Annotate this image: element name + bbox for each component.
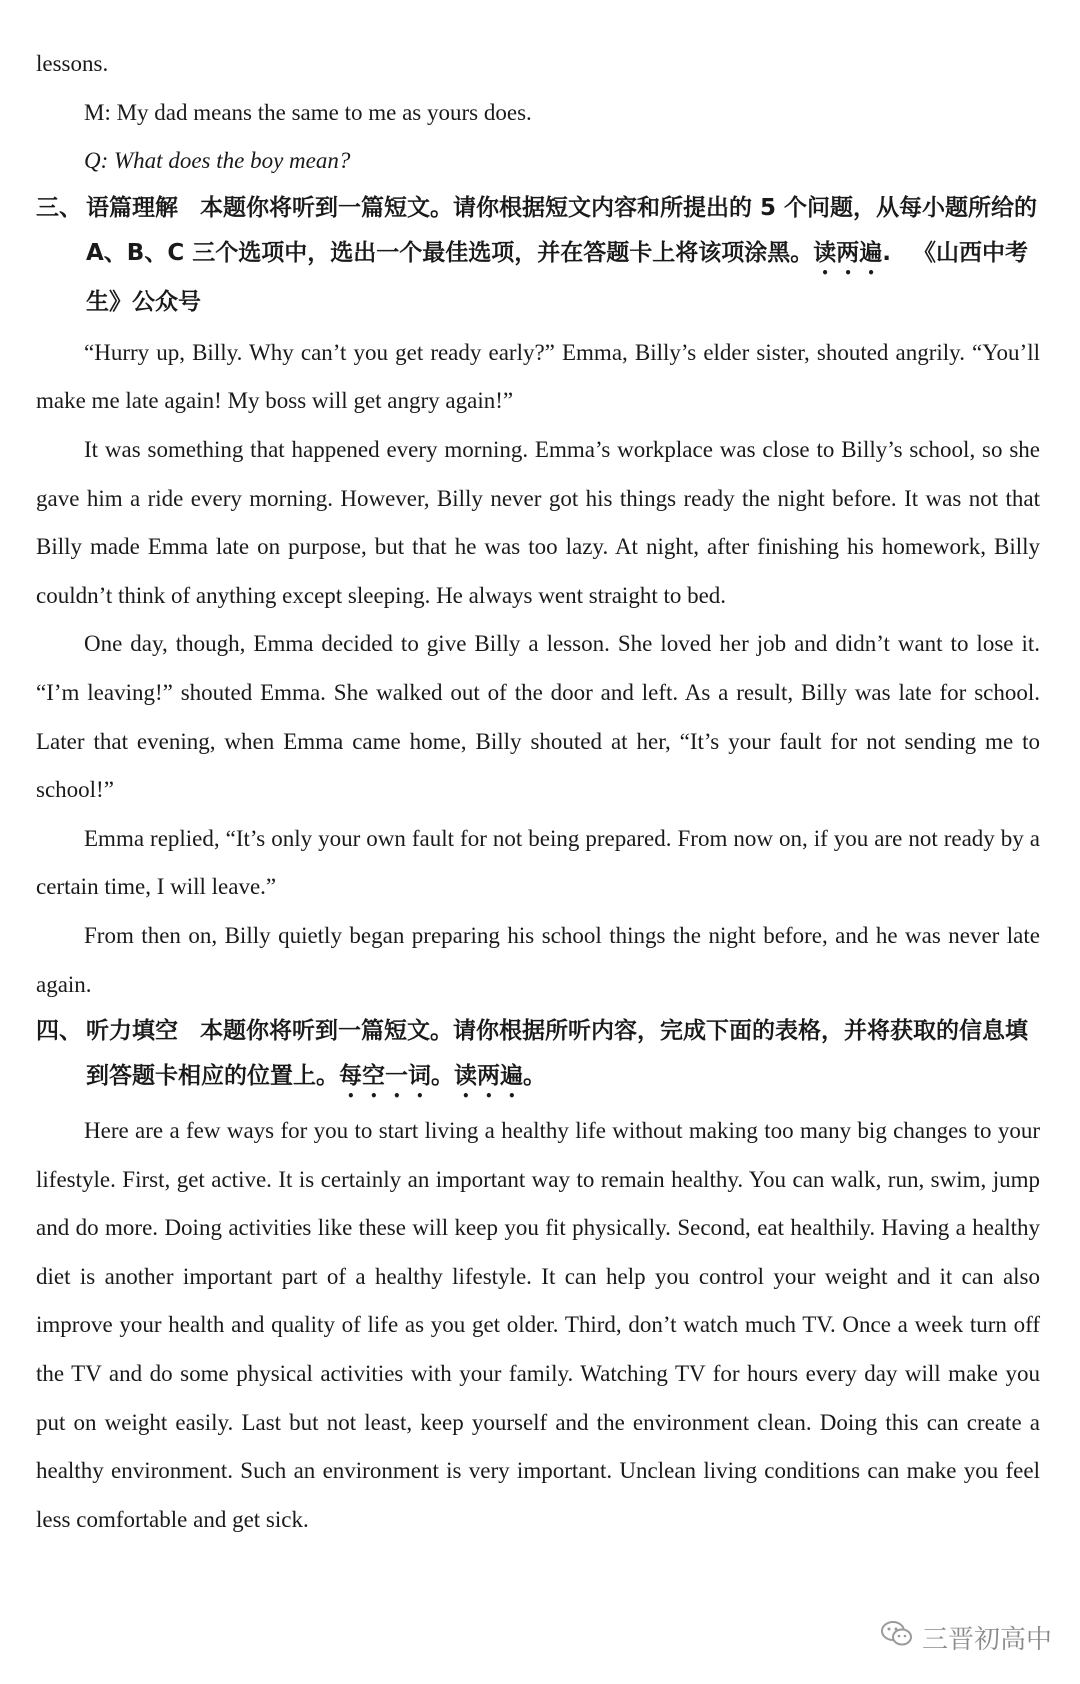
punctuation: 。 xyxy=(431,1063,454,1090)
punctuation: 。 xyxy=(523,1063,546,1090)
dialogue-line: M: My dad means the same to me as yours does. xyxy=(84,99,532,125)
text-line: lessons. xyxy=(36,51,109,76)
source-label: 《山西中考生》公众号 xyxy=(86,239,1028,315)
story-paragraph-1: “Hurry up, Billy. Why can’t you get ready early?” Emma, Billy’s elder sister, shouted angrily. “You’ll make me late again! My boss will get angry again!” xyxy=(36,339,1040,414)
section-title: 语篇理解 xyxy=(86,194,178,221)
story-paragraph-3: One day, though, Emma decided to give Billy a lesson. She loved her job and didn’t want to lose it. “I’m leaving!” shouted Emma. She walked out of the door and left. As a result, Billy was late for school. Later that evening, when Emma came home, Billy shouted at her, “It’s your fault for not sending me to school!” xyxy=(36,631,1040,803)
emphasis-text: 每空一词 xyxy=(339,1063,431,1090)
emphasis-text: 读两遍 xyxy=(813,239,883,266)
section-instructions: 本题你将听到一篇短文。请你根据所听内容，完成下面的表格，并将获取的信息填到答题卡相应的位置上。 xyxy=(86,1018,1028,1090)
question-line: Q: What does the boy mean? xyxy=(84,148,351,174)
section-3-heading xyxy=(36,186,1040,325)
watermark xyxy=(880,1619,1052,1656)
section-4-heading xyxy=(36,1009,1040,1103)
watermark-text: 三晋初高中 xyxy=(921,1625,1052,1655)
punctuation: . xyxy=(882,239,891,266)
emphasis-text: 读两遍 xyxy=(454,1063,523,1090)
section-title: 听力填空 xyxy=(86,1018,178,1045)
section-number: 四、 xyxy=(36,1018,82,1045)
story-paragraph-2: It was something that happened every morning. Emma’s workplace was close to Billy’s school, so she gave him a ride every morning. However, Billy never got his things ready the night before. It was not that Billy made Emma late on purpose, but that he was too lazy. At night, after finishing his homework, Billy couldn’t think of anything except sleeping. He always went straight to bed. xyxy=(36,436,1040,608)
section-instructions: 本题你将听到一篇短文。请你根据短文内容和所提出的 5 个问题，从每小题所给的 A、B、C 三个选项中，选出一个最佳选项，并在答题卡上将该项涂黑。 xyxy=(86,194,1038,266)
document-page xyxy=(36,40,1040,1544)
story-paragraph-4: Emma replied, “It’s only your own fault for not being prepared. From now on, if you are not ready by a certain time, I will leave.” xyxy=(36,825,1040,900)
section-number: 三、 xyxy=(36,194,82,221)
passage-paragraph: Here are a few ways for you to start living a healthy life without making too many big changes to your lifestyle. First, get active. It is certainly an important way to remain healthy. You can walk, run, swim, jump and do more. Doing activities like these will keep you fit physically. Second, eat healthily. Having a healthy diet is another important part of a healthy lifestyle. It can help you control your weight and it can also improve your health and quality of life as you get older. Third, don’t watch much TV. Once a week turn off the TV and do some physical activities with your family. Watching TV for hours every day will make you put on weight easily. Last but not least, keep yourself and the environment clean. Doing this can create a healthy environment. Such an environment is very important. Unclean living conditions can make you feel less comfortable and get sick. xyxy=(36,1118,1040,1532)
story-paragraph-5: From then on, Billy quietly began preparing his school things the night before, and he was never late again. xyxy=(36,922,1040,997)
wechat-icon xyxy=(880,1620,914,1655)
